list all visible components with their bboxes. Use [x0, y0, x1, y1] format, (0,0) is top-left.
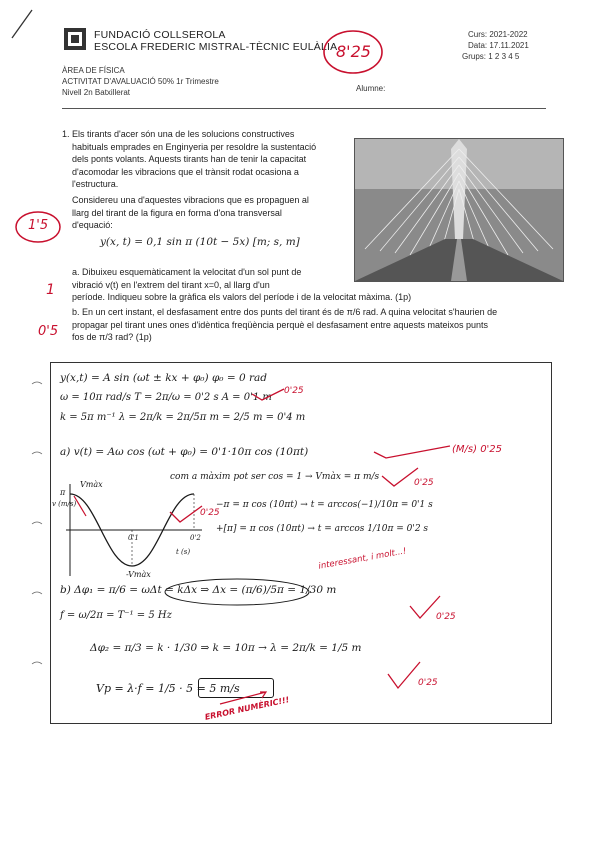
graph-minus-vmax-label: -Vmàx	[126, 570, 151, 579]
red-mark-5: interessant, i molt...!	[317, 546, 408, 572]
groups-label: Grups: 1 2 3 4 5	[462, 52, 520, 61]
course-label: Curs: 2021-2022	[468, 30, 528, 39]
red-mark-8: ERROR NUMÈRIC!!!	[204, 695, 291, 722]
wave-equation: y(x, t) = 0,1 sin π (10t − 5x) [m; s, m]	[100, 236, 300, 248]
red-mark-2: (M/s) 0'25	[452, 444, 503, 455]
hw-line-3: k = 5π m⁻¹ λ = 2π/k = 2π/5π m = 2/5 m = 0'4 m	[60, 412, 306, 423]
graph-axis-v: v (m/s)	[52, 500, 77, 508]
level-label: Nivell 2n Batxillerat	[62, 88, 131, 97]
hw-line-4: a) v(t) = Aω cos (ωt + φ₀) = 0'1·10π cos (10πt)	[60, 446, 309, 458]
red-mark-4: 0'25	[200, 508, 220, 518]
red-mark-6: 0'25	[436, 612, 456, 622]
school-logo	[64, 28, 86, 50]
red-mark-1: 0'25	[284, 386, 304, 396]
part-b-score: 0'5	[38, 324, 59, 339]
part-a-text: a. Dibuixeu esquemàticament la velocitat d'un sol punt de vibració v(t) en l'extrem del tirant x=0, al llarg d'un període. Indiqueu sobre la gràfica els valors del període i de la velocitat màxima. (1p)	[72, 267, 412, 302]
hw-line-1: y(x,t) = A sin (ωt ± kx + φ₀) φ₀ = 0 rad	[60, 372, 268, 384]
red-mark-7: 0'25	[418, 678, 438, 688]
red-mark-3: 0'25	[414, 478, 434, 488]
hw-line-5: com a màxim pot ser cos = 1 → Vmàx = π m/s	[170, 472, 380, 482]
header-divider	[62, 108, 546, 109]
school-name-line1: FUNDACIÓ COLLSEROLA	[94, 29, 226, 41]
checkmark-icon	[386, 660, 422, 690]
activity-label: ACTIVITAT D'AVALUACIÓ 50% 1r Trimestre	[62, 77, 219, 86]
checkmark-icon	[408, 594, 442, 620]
bridge-photo	[354, 138, 564, 282]
hw-line-6: −π = π cos (10πt) → t = arccos(−1)/10π = 0'1 s	[216, 500, 433, 510]
student-label: Alumne:	[356, 84, 386, 93]
annotation-ellipse-icon	[162, 576, 312, 608]
checkmark-icon	[380, 466, 420, 488]
checkmark-icon	[372, 444, 452, 460]
part-b-text: b. En un cert instant, el desfasament entre dos punts del tirant és de π/6 rad. A quina velocitat s'haurien de propagar pel tirant unes ones d'idèntica freqüència perquè el desfasament entre aquests mateixos punts fos de π/3 rad? (1p)	[72, 307, 498, 342]
question-number: 1.	[62, 129, 70, 139]
graph-t1-label: 0'1	[128, 534, 139, 542]
question-paragraph-2: Considereu una d'aquestes vibracions que es propaguen al llarg del tirant de la figura en forma d'ona transversal d'equació:	[72, 195, 309, 230]
hw-line-7: +[π] = π cos (10πt) → t = arccos 1/10π = 0'2 s	[216, 524, 429, 534]
checkmark-icon	[168, 504, 204, 526]
pen-stroke-mark	[8, 6, 38, 42]
graph-axis-t: t (s)	[176, 548, 191, 556]
part-a-score: 1	[46, 282, 55, 298]
grade-value: 8'25	[336, 42, 371, 61]
margin-ticks	[30, 380, 44, 720]
hw-line-8: b) Δφ₁ = π/6 = ωΔt = kΔx ⇒ Δx = (π/6)/5π = 1/30 m	[60, 584, 337, 596]
school-name-line2: ESCOLA FREDERIC MISTRAL-TÈCNIC EULÀLIA	[94, 41, 338, 53]
area-label: ÀREA DE FÍSICA	[62, 66, 125, 75]
question-paragraph-1: Els tirants d'acer són una de les solucions constructives habituals emprades en Enginyeria per resoldre la sustentació dels ponts volants. Aquests tirants han de tenir la capacitat d'acomodar les vibracions que el trànsit rodat ocasiona a l'estructura.	[72, 129, 317, 189]
graph-pi-label: π	[60, 488, 66, 497]
hw-line-10: Δφ₂ = π/3 = k · 1/30 ⇒ k = 10π → λ = 2π/k = 1/5 m	[90, 642, 362, 654]
hw-line-9: f = ω/2π = T⁻¹ = 5 Hz	[60, 610, 172, 621]
hw-line-11: Vp = λ·f = 1/5 · 5 = 5 m/s	[96, 682, 240, 695]
graph-vmax-label: Vmàx	[80, 480, 103, 489]
graph-t2-label: 0'2	[190, 534, 201, 542]
checkmark-icon	[250, 388, 286, 402]
velocity-graph	[56, 480, 206, 580]
hw-line-2: ω = 10π rad/s T = 2π/ω = 0'2 s A = 0'1 m	[60, 392, 272, 403]
date-label: Data: 17.11.2021	[468, 41, 529, 50]
question-score: 1'5	[28, 218, 49, 233]
